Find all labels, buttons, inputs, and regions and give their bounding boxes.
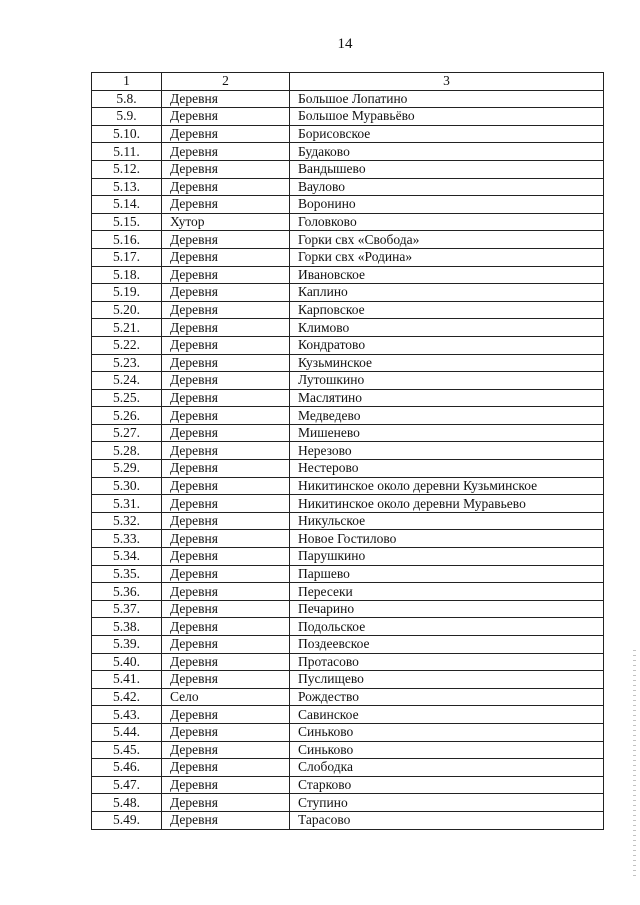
settlement-type-cell: Деревня xyxy=(162,319,290,337)
row-number-cell: 5.14. xyxy=(92,196,162,214)
row-number-cell: 5.13. xyxy=(92,178,162,196)
table-row xyxy=(92,372,604,390)
table-row xyxy=(92,336,604,354)
table-row xyxy=(92,548,604,566)
settlement-name-cell: Слободка xyxy=(290,759,604,777)
row-number-cell: 5.23. xyxy=(92,354,162,372)
table-row xyxy=(92,759,604,777)
settlement-type-cell: Деревня xyxy=(162,354,290,372)
row-number-cell: 5.34. xyxy=(92,548,162,566)
table-row xyxy=(92,407,604,425)
settlement-type-cell: Деревня xyxy=(162,442,290,460)
settlement-type-cell: Деревня xyxy=(162,178,290,196)
settlement-type-cell: Деревня xyxy=(162,143,290,161)
row-number-cell: 5.25. xyxy=(92,389,162,407)
settlement-name-cell: Пуслищево xyxy=(290,671,604,689)
settlement-type-cell: Деревня xyxy=(162,706,290,724)
row-number-cell: 5.48. xyxy=(92,794,162,812)
table-row xyxy=(92,248,604,266)
table-row xyxy=(92,213,604,231)
settlement-type-cell: Деревня xyxy=(162,723,290,741)
row-number-cell: 5.9. xyxy=(92,108,162,126)
settlement-name-cell: Протасово xyxy=(290,653,604,671)
settlement-type-cell: Деревня xyxy=(162,495,290,513)
table-row xyxy=(92,196,604,214)
row-number-cell: 5.19. xyxy=(92,284,162,302)
column-header-name: 3 xyxy=(290,73,604,91)
row-number-cell: 5.10. xyxy=(92,125,162,143)
row-number-cell: 5.27. xyxy=(92,424,162,442)
row-number-cell: 5.45. xyxy=(92,741,162,759)
table-row xyxy=(92,565,604,583)
settlement-name-cell: Большое Муравьёво xyxy=(290,108,604,126)
row-number-cell: 5.44. xyxy=(92,723,162,741)
settlement-type-cell: Деревня xyxy=(162,512,290,530)
settlement-name-cell: Нерезово xyxy=(290,442,604,460)
settlement-name-cell: Климово xyxy=(290,319,604,337)
settlement-type-cell: Деревня xyxy=(162,530,290,548)
row-number-cell: 5.39. xyxy=(92,636,162,654)
table-body xyxy=(92,90,604,829)
row-number-cell: 5.18. xyxy=(92,266,162,284)
row-number-cell: 5.24. xyxy=(92,372,162,390)
row-number-cell: 5.22. xyxy=(92,336,162,354)
settlement-type-cell: Деревня xyxy=(162,301,290,319)
table-row xyxy=(92,741,604,759)
row-number-cell: 5.38. xyxy=(92,618,162,636)
settlement-type-cell: Деревня xyxy=(162,794,290,812)
settlement-type-cell: Деревня xyxy=(162,196,290,214)
row-number-cell: 5.41. xyxy=(92,671,162,689)
table-row xyxy=(92,442,604,460)
column-header-type: 2 xyxy=(162,73,290,91)
settlement-name-cell: Будаково xyxy=(290,143,604,161)
table-row xyxy=(92,266,604,284)
settlement-type-cell: Деревня xyxy=(162,811,290,829)
scan-edge-marks xyxy=(633,650,636,880)
settlement-type-cell: Деревня xyxy=(162,618,290,636)
settlement-type-cell: Деревня xyxy=(162,125,290,143)
table-row xyxy=(92,794,604,812)
settlement-name-cell: Большое Лопатино xyxy=(290,90,604,108)
settlement-type-cell: Деревня xyxy=(162,336,290,354)
table-row xyxy=(92,143,604,161)
table-row xyxy=(92,530,604,548)
settlement-name-cell: Синьково xyxy=(290,741,604,759)
settlement-name-cell: Кузьминское xyxy=(290,354,604,372)
table-row xyxy=(92,389,604,407)
settlement-type-cell: Деревня xyxy=(162,372,290,390)
settlement-type-cell: Деревня xyxy=(162,636,290,654)
table-row xyxy=(92,90,604,108)
settlement-type-cell: Деревня xyxy=(162,407,290,425)
settlement-name-cell: Печарино xyxy=(290,600,604,618)
settlement-type-cell: Деревня xyxy=(162,460,290,478)
settlement-type-cell: Деревня xyxy=(162,583,290,601)
table-header-row xyxy=(92,73,604,91)
table-row xyxy=(92,108,604,126)
settlement-name-cell: Тарасово xyxy=(290,811,604,829)
settlement-name-cell: Каплино xyxy=(290,284,604,302)
table-row xyxy=(92,354,604,372)
row-number-cell: 5.12. xyxy=(92,160,162,178)
settlement-type-cell: Деревня xyxy=(162,671,290,689)
row-number-cell: 5.21. xyxy=(92,319,162,337)
row-number-cell: 5.15. xyxy=(92,213,162,231)
settlement-name-cell: Горки свх «Родина» xyxy=(290,248,604,266)
settlement-type-cell: Деревня xyxy=(162,741,290,759)
settlement-type-cell: Деревня xyxy=(162,600,290,618)
settlement-name-cell: Старково xyxy=(290,776,604,794)
row-number-cell: 5.31. xyxy=(92,495,162,513)
settlement-name-cell: Лутошкино xyxy=(290,372,604,390)
row-number-cell: 5.43. xyxy=(92,706,162,724)
row-number-cell: 5.17. xyxy=(92,248,162,266)
table-row xyxy=(92,671,604,689)
settlement-type-cell: Деревня xyxy=(162,776,290,794)
settlement-name-cell: Поздеевское xyxy=(290,636,604,654)
settlement-name-cell: Горки свх «Свобода» xyxy=(290,231,604,249)
settlement-name-cell: Савинское xyxy=(290,706,604,724)
row-number-cell: 5.37. xyxy=(92,600,162,618)
table-row xyxy=(92,231,604,249)
settlement-name-cell: Никитинское около деревни Муравьево xyxy=(290,495,604,513)
settlement-name-cell: Вандышево xyxy=(290,160,604,178)
table-row xyxy=(92,460,604,478)
settlement-name-cell: Маслятино xyxy=(290,389,604,407)
row-number-cell: 5.20. xyxy=(92,301,162,319)
settlement-name-cell: Паршево xyxy=(290,565,604,583)
settlement-name-cell: Воронино xyxy=(290,196,604,214)
row-number-cell: 5.36. xyxy=(92,583,162,601)
table-row xyxy=(92,512,604,530)
table-row xyxy=(92,178,604,196)
table-row xyxy=(92,477,604,495)
settlement-name-cell: Новое Гостилово xyxy=(290,530,604,548)
row-number-cell: 5.8. xyxy=(92,90,162,108)
row-number-cell: 5.49. xyxy=(92,811,162,829)
row-number-cell: 5.26. xyxy=(92,407,162,425)
table-row xyxy=(92,706,604,724)
row-number-cell: 5.32. xyxy=(92,512,162,530)
page-number: 14 xyxy=(337,36,353,52)
settlement-type-cell: Деревня xyxy=(162,565,290,583)
table-row xyxy=(92,811,604,829)
settlement-type-cell: Деревня xyxy=(162,284,290,302)
settlement-name-cell: Ивановское xyxy=(290,266,604,284)
settlement-type-cell: Деревня xyxy=(162,266,290,284)
settlement-type-cell: Деревня xyxy=(162,90,290,108)
settlement-type-cell: Деревня xyxy=(162,108,290,126)
table-row xyxy=(92,424,604,442)
settlement-name-cell: Рождество xyxy=(290,688,604,706)
table-row xyxy=(92,776,604,794)
settlement-type-cell: Хутор xyxy=(162,213,290,231)
settlement-type-cell: Деревня xyxy=(162,548,290,566)
table-row xyxy=(92,301,604,319)
table-row xyxy=(92,653,604,671)
settlement-name-cell: Карповское xyxy=(290,301,604,319)
table-row xyxy=(92,284,604,302)
settlement-name-cell: Ваулово xyxy=(290,178,604,196)
settlement-name-cell: Кондратово xyxy=(290,336,604,354)
table-row xyxy=(92,618,604,636)
settlement-type-cell: Деревня xyxy=(162,160,290,178)
row-number-cell: 5.35. xyxy=(92,565,162,583)
settlement-type-cell: Деревня xyxy=(162,389,290,407)
settlement-name-cell: Парушкино xyxy=(290,548,604,566)
row-number-cell: 5.16. xyxy=(92,231,162,249)
settlement-name-cell: Борисовское xyxy=(290,125,604,143)
settlement-name-cell: Мишенево xyxy=(290,424,604,442)
settlement-name-cell: Никульское xyxy=(290,512,604,530)
table-row xyxy=(92,160,604,178)
settlement-type-cell: Деревня xyxy=(162,231,290,249)
row-number-cell: 5.42. xyxy=(92,688,162,706)
settlement-name-cell: Пересеки xyxy=(290,583,604,601)
row-number-cell: 5.11. xyxy=(92,143,162,161)
settlements-table xyxy=(91,72,604,830)
row-number-cell: 5.40. xyxy=(92,653,162,671)
column-header-number: 1 xyxy=(92,73,162,91)
row-number-cell: 5.28. xyxy=(92,442,162,460)
settlement-type-cell: Деревня xyxy=(162,759,290,777)
table-row xyxy=(92,723,604,741)
table-row xyxy=(92,636,604,654)
settlement-name-cell: Синьково xyxy=(290,723,604,741)
settlement-name-cell: Ступино xyxy=(290,794,604,812)
settlement-type-cell: Село xyxy=(162,688,290,706)
table-row xyxy=(92,583,604,601)
table-row xyxy=(92,319,604,337)
settlement-type-cell: Деревня xyxy=(162,653,290,671)
row-number-cell: 5.46. xyxy=(92,759,162,777)
row-number-cell: 5.29. xyxy=(92,460,162,478)
settlement-name-cell: Никитинское около деревни Кузьминское xyxy=(290,477,604,495)
table-row xyxy=(92,125,604,143)
row-number-cell: 5.33. xyxy=(92,530,162,548)
settlement-name-cell: Подольское xyxy=(290,618,604,636)
row-number-cell: 5.47. xyxy=(92,776,162,794)
settlement-type-cell: Деревня xyxy=(162,477,290,495)
settlement-type-cell: Деревня xyxy=(162,424,290,442)
settlement-name-cell: Нестерово xyxy=(290,460,604,478)
settlement-type-cell: Деревня xyxy=(162,248,290,266)
settlement-name-cell: Головково xyxy=(290,213,604,231)
row-number-cell: 5.30. xyxy=(92,477,162,495)
settlement-name-cell: Медведево xyxy=(290,407,604,425)
table-row xyxy=(92,600,604,618)
table-row xyxy=(92,688,604,706)
table-row xyxy=(92,495,604,513)
